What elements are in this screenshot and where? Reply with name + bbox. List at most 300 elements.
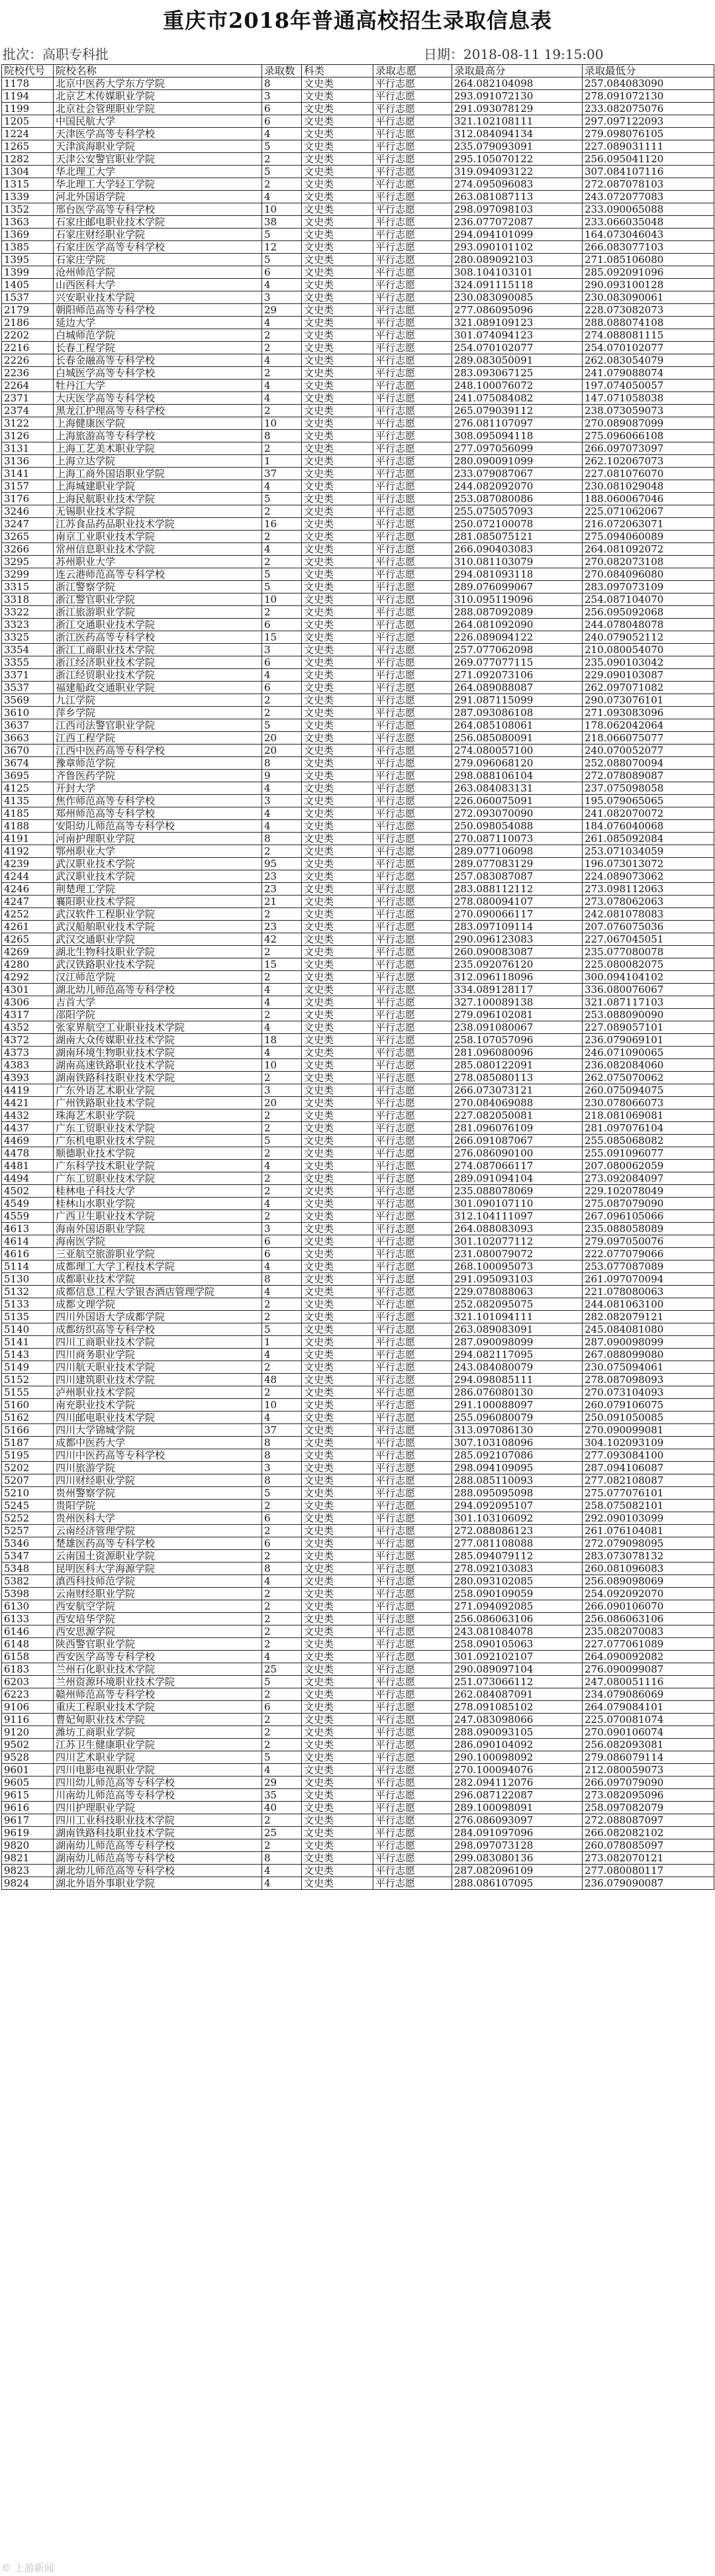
- choice-cell: 平行志愿: [373, 417, 452, 430]
- school-name-cell: 白城师范学院: [54, 329, 262, 342]
- school-name-cell: 成都纺织高等专科学校: [54, 1323, 262, 1336]
- table-row: [2, 1751, 714, 1764]
- admit-count-cell: 2: [262, 707, 302, 719]
- table-row: [2, 279, 714, 291]
- admit-count-cell: 4: [262, 1575, 302, 1588]
- max-score-cell: 271.094092085: [452, 1600, 583, 1613]
- admit-count-cell: 2: [262, 1185, 302, 1198]
- admit-count-cell: 4: [262, 1865, 302, 1877]
- choice-cell: 平行志愿: [373, 1676, 452, 1688]
- choice-cell: 平行志愿: [373, 719, 452, 732]
- school-code-cell: 3325: [2, 631, 54, 644]
- school-name-cell: 武汉交通职业学院: [54, 933, 262, 946]
- school-code-cell: 3157: [2, 480, 54, 493]
- table-row: [2, 1160, 714, 1172]
- choice-cell: 平行志愿: [373, 581, 452, 593]
- subject-cell: 文史类: [302, 266, 373, 279]
- subject-cell: 文史类: [302, 719, 373, 732]
- admit-count-cell: 2: [262, 1688, 302, 1701]
- choice-cell: 平行志愿: [373, 216, 452, 229]
- max-score-cell: 264.088083093: [452, 1223, 583, 1235]
- table-row: [2, 1097, 714, 1109]
- admit-count-cell: 2: [262, 367, 302, 380]
- choice-cell: 平行志愿: [373, 1374, 452, 1386]
- min-score-cell: 230.083090061: [583, 291, 714, 304]
- subject-cell: 文史类: [302, 1185, 373, 1198]
- subject-cell: 文史类: [302, 1147, 373, 1160]
- max-score-cell: 294.098085111: [452, 1374, 583, 1386]
- min-score-cell: 264.090092082: [583, 1651, 714, 1663]
- school-code-cell: 2179: [2, 304, 54, 317]
- school-name-cell: 山西医科大学: [54, 279, 262, 291]
- table-row: [2, 782, 714, 795]
- table-row: [2, 1588, 714, 1600]
- admit-count-cell: 3: [262, 644, 302, 656]
- table-row: [2, 807, 714, 820]
- subject-cell: 文史类: [302, 606, 373, 619]
- admit-count-cell: 4: [262, 807, 302, 820]
- subject-cell: 文史类: [302, 430, 373, 442]
- admit-count-cell: 21: [262, 896, 302, 908]
- school-code-cell: 4481: [2, 1160, 54, 1172]
- min-score-cell: 278.091072130: [583, 90, 714, 103]
- max-score-cell: 289.077106098: [452, 845, 583, 858]
- table-row: [2, 1286, 714, 1298]
- table-row: [2, 1235, 714, 1248]
- min-score-cell: 256.095041120: [583, 153, 714, 166]
- table-row: [2, 1084, 714, 1097]
- choice-cell: 平行志愿: [373, 921, 452, 933]
- max-score-cell: 294.081093118: [452, 568, 583, 581]
- subject-cell: 文史类: [302, 1135, 373, 1147]
- school-name-cell: 四川中医药高等专科学校: [54, 1449, 262, 1462]
- max-score-cell: 334.089128117: [452, 984, 583, 996]
- min-score-cell: 273.082070121: [583, 1852, 714, 1865]
- choice-cell: 平行志愿: [373, 1059, 452, 1072]
- header-subject: 科类: [302, 65, 373, 77]
- min-score-cell: 260.078085097: [583, 1839, 714, 1852]
- max-score-cell: 298.097073128: [452, 1839, 583, 1852]
- min-score-cell: 234.079086069: [583, 1688, 714, 1701]
- min-score-cell: 292.090103099: [583, 1512, 714, 1525]
- school-code-cell: 4437: [2, 1122, 54, 1135]
- subject-cell: 文史类: [302, 1311, 373, 1323]
- school-code-cell: 4280: [2, 958, 54, 971]
- min-score-cell: 254.092092070: [583, 1588, 714, 1600]
- subject-cell: 文史类: [302, 971, 373, 984]
- admit-count-cell: 5: [262, 229, 302, 241]
- school-code-cell: 3315: [2, 581, 54, 593]
- table-row: [2, 1261, 714, 1273]
- school-name-cell: 襄阳职业技术学院: [54, 896, 262, 908]
- min-score-cell: 244.081063100: [583, 1298, 714, 1311]
- school-code-cell: 4265: [2, 933, 54, 946]
- subject-cell: 文史类: [302, 1009, 373, 1021]
- school-name-cell: 江西工程学院: [54, 732, 262, 745]
- admit-count-cell: 4: [262, 1349, 302, 1361]
- min-score-cell: 236.082084060: [583, 1059, 714, 1072]
- admit-count-cell: 2: [262, 1625, 302, 1638]
- max-score-cell: 247.083098066: [452, 1714, 583, 1726]
- subject-cell: 文史类: [302, 1248, 373, 1261]
- school-name-cell: 四川外国语大学成都学院: [54, 1311, 262, 1323]
- table-row: [2, 719, 714, 732]
- subject-cell: 文史类: [302, 140, 373, 153]
- school-code-cell: 4549: [2, 1198, 54, 1210]
- school-name-cell: 张家界航空工业职业技术学院: [54, 1021, 262, 1034]
- school-name-cell: 云南财经职业学院: [54, 1588, 262, 1600]
- school-code-cell: 1352: [2, 203, 54, 216]
- min-score-cell: 256.086063106: [583, 1613, 714, 1625]
- school-name-cell: 贵州警察学院: [54, 1487, 262, 1500]
- min-score-cell: 227.077061089: [583, 1638, 714, 1651]
- max-score-cell: 290.100098092: [452, 1751, 583, 1764]
- school-code-cell: 3136: [2, 455, 54, 468]
- school-code-cell: 4244: [2, 870, 54, 883]
- min-score-cell: 258.097082079: [583, 1802, 714, 1814]
- school-code-cell: 2371: [2, 392, 54, 405]
- school-name-cell: 西安航空学院: [54, 1600, 262, 1613]
- subject-cell: 文史类: [302, 354, 373, 367]
- subject-cell: 文史类: [302, 996, 373, 1009]
- admit-count-cell: 4: [262, 380, 302, 392]
- min-score-cell: 164.073046043: [583, 229, 714, 241]
- choice-cell: 平行志愿: [373, 1399, 452, 1412]
- max-score-cell: 278.085080113: [452, 1072, 583, 1084]
- table-row: [2, 1009, 714, 1021]
- min-score-cell: 230.075094061: [583, 1361, 714, 1374]
- max-score-cell: 307.103108096: [452, 1437, 583, 1449]
- max-score-cell: 288.085110093: [452, 1474, 583, 1487]
- choice-cell: 平行志愿: [373, 1663, 452, 1676]
- admit-count-cell: 2: [262, 1386, 302, 1399]
- admit-count-cell: 2: [262, 946, 302, 958]
- subject-cell: 文史类: [302, 896, 373, 908]
- school-code-cell: 6203: [2, 1676, 54, 1688]
- school-code-cell: 4478: [2, 1147, 54, 1160]
- school-name-cell: 浙江警察学院: [54, 581, 262, 593]
- table-header-row: [2, 65, 714, 77]
- max-score-cell: 241.075084082: [452, 392, 583, 405]
- admit-count-cell: 4: [262, 1160, 302, 1172]
- table-row: [2, 581, 714, 593]
- max-score-cell: 291.095093103: [452, 1273, 583, 1286]
- school-code-cell: 3610: [2, 707, 54, 719]
- max-score-cell: 271.092073106: [452, 669, 583, 682]
- table-row: [2, 468, 714, 480]
- school-code-cell: 6183: [2, 1663, 54, 1676]
- school-code-cell: 1315: [2, 178, 54, 191]
- min-score-cell: 225.071062067: [583, 505, 714, 518]
- table-row: [2, 1349, 714, 1361]
- max-score-cell: 226.089094122: [452, 631, 583, 644]
- school-name-cell: 贵州医科大学: [54, 1512, 262, 1525]
- max-score-cell: 313.097086130: [452, 1424, 583, 1437]
- subject-cell: 文史类: [302, 1701, 373, 1714]
- table-row: [2, 115, 714, 128]
- choice-cell: 平行志愿: [373, 770, 452, 782]
- max-score-cell: 258.107057096: [452, 1034, 583, 1047]
- school-name-cell: 江苏食品药品职业技术学院: [54, 518, 262, 531]
- table-row: [2, 178, 714, 191]
- subject-cell: 文史类: [302, 1462, 373, 1474]
- admit-count-cell: 5: [262, 254, 302, 266]
- choice-cell: 平行志愿: [373, 203, 452, 216]
- admit-count-cell: 37: [262, 1424, 302, 1437]
- school-code-cell: 3266: [2, 543, 54, 556]
- school-code-cell: 3354: [2, 644, 54, 656]
- header-school-name: 院校名称: [54, 65, 262, 77]
- min-score-cell: 277.080080117: [583, 1865, 714, 1877]
- table-row: [2, 568, 714, 581]
- school-code-cell: 4419: [2, 1084, 54, 1097]
- max-score-cell: 264.089088087: [452, 682, 583, 694]
- max-score-cell: 270.100094076: [452, 1764, 583, 1777]
- admit-count-cell: 15: [262, 631, 302, 644]
- table-row: [2, 417, 714, 430]
- table-row: [2, 354, 714, 367]
- admit-count-cell: 8: [262, 833, 302, 845]
- school-code-cell: 1304: [2, 166, 54, 178]
- max-score-cell: 285.080122091: [452, 1059, 583, 1072]
- max-score-cell: 263.084083131: [452, 782, 583, 795]
- choice-cell: 平行志愿: [373, 279, 452, 291]
- table-row: [2, 1462, 714, 1474]
- table-row: [2, 1210, 714, 1223]
- admit-count-cell: 4: [262, 128, 302, 140]
- choice-cell: 平行志愿: [373, 1726, 452, 1739]
- watermark: © 上游新闻: [1, 2562, 54, 2574]
- max-score-cell: 308.095094118: [452, 430, 583, 442]
- header-choice: 录取志愿: [373, 65, 452, 77]
- choice-cell: 平行志愿: [373, 732, 452, 745]
- subject-cell: 文史类: [302, 1223, 373, 1235]
- min-score-cell: 266.083077103: [583, 241, 714, 254]
- table-row: [2, 1424, 714, 1437]
- max-score-cell: 254.070102077: [452, 342, 583, 354]
- school-name-cell: 吉首大学: [54, 996, 262, 1009]
- min-score-cell: 277.093084100: [583, 1449, 714, 1462]
- min-score-cell: 257.084083090: [583, 77, 714, 90]
- min-score-cell: 290.093100128: [583, 279, 714, 291]
- min-score-cell: 252.088070094: [583, 757, 714, 770]
- min-score-cell: 288.088074108: [583, 317, 714, 329]
- admit-count-cell: 4: [262, 392, 302, 405]
- subject-cell: 文史类: [302, 1412, 373, 1424]
- admit-count-cell: 35: [262, 1789, 302, 1802]
- choice-cell: 平行志愿: [373, 833, 452, 845]
- admit-count-cell: 38: [262, 216, 302, 229]
- subject-cell: 文史类: [302, 329, 373, 342]
- table-row: [2, 1714, 714, 1726]
- school-code-cell: 2236: [2, 367, 54, 380]
- table-row: [2, 543, 714, 556]
- subject-cell: 文史类: [302, 1034, 373, 1047]
- choice-cell: 平行志愿: [373, 229, 452, 241]
- admit-count-cell: 25: [262, 1827, 302, 1839]
- school-name-cell: 广州铁路职业技术学院: [54, 1097, 262, 1109]
- choice-cell: 平行志愿: [373, 1651, 452, 1663]
- school-name-cell: 广西卫生职业技术学院: [54, 1210, 262, 1223]
- subject-cell: 文史类: [302, 694, 373, 707]
- table-row: [2, 1487, 714, 1500]
- school-code-cell: 1194: [2, 90, 54, 103]
- admit-count-cell: 2: [262, 1298, 302, 1311]
- school-code-cell: 4613: [2, 1223, 54, 1235]
- max-score-cell: 294.082117095: [452, 1349, 583, 1361]
- school-code-cell: 5135: [2, 1311, 54, 1323]
- min-score-cell: 266.097073097: [583, 442, 714, 455]
- subject-cell: 文史类: [302, 405, 373, 417]
- choice-cell: 平行志愿: [373, 103, 452, 115]
- min-score-cell: 283.073078132: [583, 1550, 714, 1563]
- choice-cell: 平行志愿: [373, 1311, 452, 1323]
- table-row: [2, 1122, 714, 1135]
- table-row: [2, 1550, 714, 1563]
- choice-cell: 平行志愿: [373, 1021, 452, 1034]
- choice-cell: 平行志愿: [373, 1198, 452, 1210]
- school-name-cell: 四川大学锦城学院: [54, 1424, 262, 1437]
- table-row: [2, 1739, 714, 1751]
- choice-cell: 平行志愿: [373, 631, 452, 644]
- school-code-cell: 3537: [2, 682, 54, 694]
- school-name-cell: 江苏卫生健康职业学院: [54, 1739, 262, 1751]
- school-code-cell: 6158: [2, 1651, 54, 1663]
- school-code-cell: 4252: [2, 908, 54, 921]
- min-score-cell: 287.090098099: [583, 1336, 714, 1349]
- subject-cell: 文史类: [302, 1625, 373, 1638]
- max-score-cell: 285.094079112: [452, 1550, 583, 1563]
- subject-cell: 文史类: [302, 128, 373, 140]
- school-name-cell: 广东工贸职业技术学院: [54, 1122, 262, 1135]
- school-code-cell: 3176: [2, 493, 54, 505]
- table-row: [2, 933, 714, 946]
- choice-cell: 平行志愿: [373, 1009, 452, 1021]
- table-row: [2, 405, 714, 417]
- subject-cell: 文史类: [302, 820, 373, 833]
- school-name-cell: 朝阳师范高等专科学校: [54, 304, 262, 317]
- table-row: [2, 1651, 714, 1663]
- choice-cell: 平行志愿: [373, 380, 452, 392]
- admit-count-cell: 2: [262, 606, 302, 619]
- admit-count-cell: 5: [262, 1135, 302, 1147]
- subject-cell: 文史类: [302, 77, 373, 90]
- min-score-cell: 273.092084097: [583, 1172, 714, 1185]
- choice-cell: 平行志愿: [373, 858, 452, 870]
- school-code-cell: 1395: [2, 254, 54, 266]
- table-row: [2, 556, 714, 568]
- min-score-cell: 262.097071082: [583, 682, 714, 694]
- admit-count-cell: 2: [262, 1814, 302, 1827]
- school-name-cell: 上海工艺美术职业学院: [54, 442, 262, 455]
- subject-cell: 文史类: [302, 1714, 373, 1726]
- subject-cell: 文史类: [302, 153, 373, 166]
- min-score-cell: 244.078048078: [583, 619, 714, 631]
- school-name-cell: 四川邮电职业技术学院: [54, 1412, 262, 1424]
- choice-cell: 平行志愿: [373, 354, 452, 367]
- max-score-cell: 235.088078069: [452, 1185, 583, 1198]
- school-name-cell: 石家庄学院: [54, 254, 262, 266]
- subject-cell: 文史类: [302, 1777, 373, 1789]
- max-score-cell: 293.091072130: [452, 90, 583, 103]
- max-score-cell: 296.087122087: [452, 1789, 583, 1802]
- min-score-cell: 287.094106087: [583, 1462, 714, 1474]
- admit-count-cell: 4: [262, 191, 302, 203]
- subject-cell: 文史类: [302, 946, 373, 958]
- school-name-cell: 湖北幼儿师范高等专科学校: [54, 984, 262, 996]
- table-row: [2, 1827, 714, 1839]
- subject-cell: 文史类: [302, 1437, 373, 1449]
- subject-cell: 文史类: [302, 455, 373, 468]
- school-name-cell: 滇西科技师范学院: [54, 1575, 262, 1588]
- school-name-cell: 四川工业科技职业技术学院: [54, 1814, 262, 1827]
- choice-cell: 平行志愿: [373, 1135, 452, 1147]
- admit-count-cell: 2: [262, 1525, 302, 1537]
- school-name-cell: 石家庄邮电职业技术学院: [54, 216, 262, 229]
- min-score-cell: 256.082093081: [583, 1739, 714, 1751]
- choice-cell: 平行志愿: [373, 682, 452, 694]
- admit-count-cell: 2: [262, 1109, 302, 1122]
- min-score-cell: 229.102078049: [583, 1185, 714, 1198]
- min-score-cell: 240.079052112: [583, 631, 714, 644]
- min-score-cell: 233.066035048: [583, 216, 714, 229]
- max-score-cell: 258.090109059: [452, 1588, 583, 1600]
- admit-count-cell: 4: [262, 1047, 302, 1059]
- subject-cell: 文史类: [302, 883, 373, 896]
- max-score-cell: 278.092103083: [452, 1563, 583, 1575]
- admit-count-cell: 20: [262, 732, 302, 745]
- choice-cell: 平行志愿: [373, 468, 452, 480]
- max-score-cell: 286.076080130: [452, 1386, 583, 1399]
- choice-cell: 平行志愿: [373, 128, 452, 140]
- choice-cell: 平行志愿: [373, 1210, 452, 1223]
- min-score-cell: 224.089073062: [583, 870, 714, 883]
- school-name-cell: 西安培华学院: [54, 1613, 262, 1625]
- table-row: [2, 1663, 714, 1676]
- admit-count-cell: 2: [262, 531, 302, 543]
- table-row: [2, 1323, 714, 1336]
- school-code-cell: 9528: [2, 1751, 54, 1764]
- choice-cell: 平行志愿: [373, 1751, 452, 1764]
- choice-cell: 平行志愿: [373, 1701, 452, 1714]
- min-score-cell: 253.088090090: [583, 1009, 714, 1021]
- choice-cell: 平行志愿: [373, 694, 452, 707]
- choice-cell: 平行志愿: [373, 1097, 452, 1109]
- max-score-cell: 233.079087067: [452, 468, 583, 480]
- table-row: [2, 1135, 714, 1147]
- min-score-cell: 197.074050057: [583, 380, 714, 392]
- school-name-cell: 昆明医科大学海源学院: [54, 1563, 262, 1575]
- school-code-cell: 6146: [2, 1625, 54, 1638]
- school-code-cell: 6223: [2, 1688, 54, 1701]
- max-score-cell: 235.092076120: [452, 958, 583, 971]
- subject-cell: 文史类: [302, 442, 373, 455]
- subject-cell: 文史类: [302, 191, 373, 203]
- admit-count-cell: 6: [262, 656, 302, 669]
- min-score-cell: 336.080076067: [583, 984, 714, 996]
- subject-cell: 文史类: [302, 1839, 373, 1852]
- subject-cell: 文史类: [302, 1789, 373, 1802]
- admit-count-cell: 8: [262, 1273, 302, 1286]
- subject-cell: 文史类: [302, 1751, 373, 1764]
- choice-cell: 平行志愿: [373, 807, 452, 820]
- choice-cell: 平行志愿: [373, 593, 452, 606]
- choice-cell: 平行志愿: [373, 1852, 452, 1865]
- admit-count-cell: 2: [262, 1638, 302, 1651]
- school-name-cell: 湖北幼儿师范高等专科学校: [54, 1865, 262, 1877]
- max-score-cell: 258.090105063: [452, 1638, 583, 1651]
- school-name-cell: 北京社会管理职业学院: [54, 103, 262, 115]
